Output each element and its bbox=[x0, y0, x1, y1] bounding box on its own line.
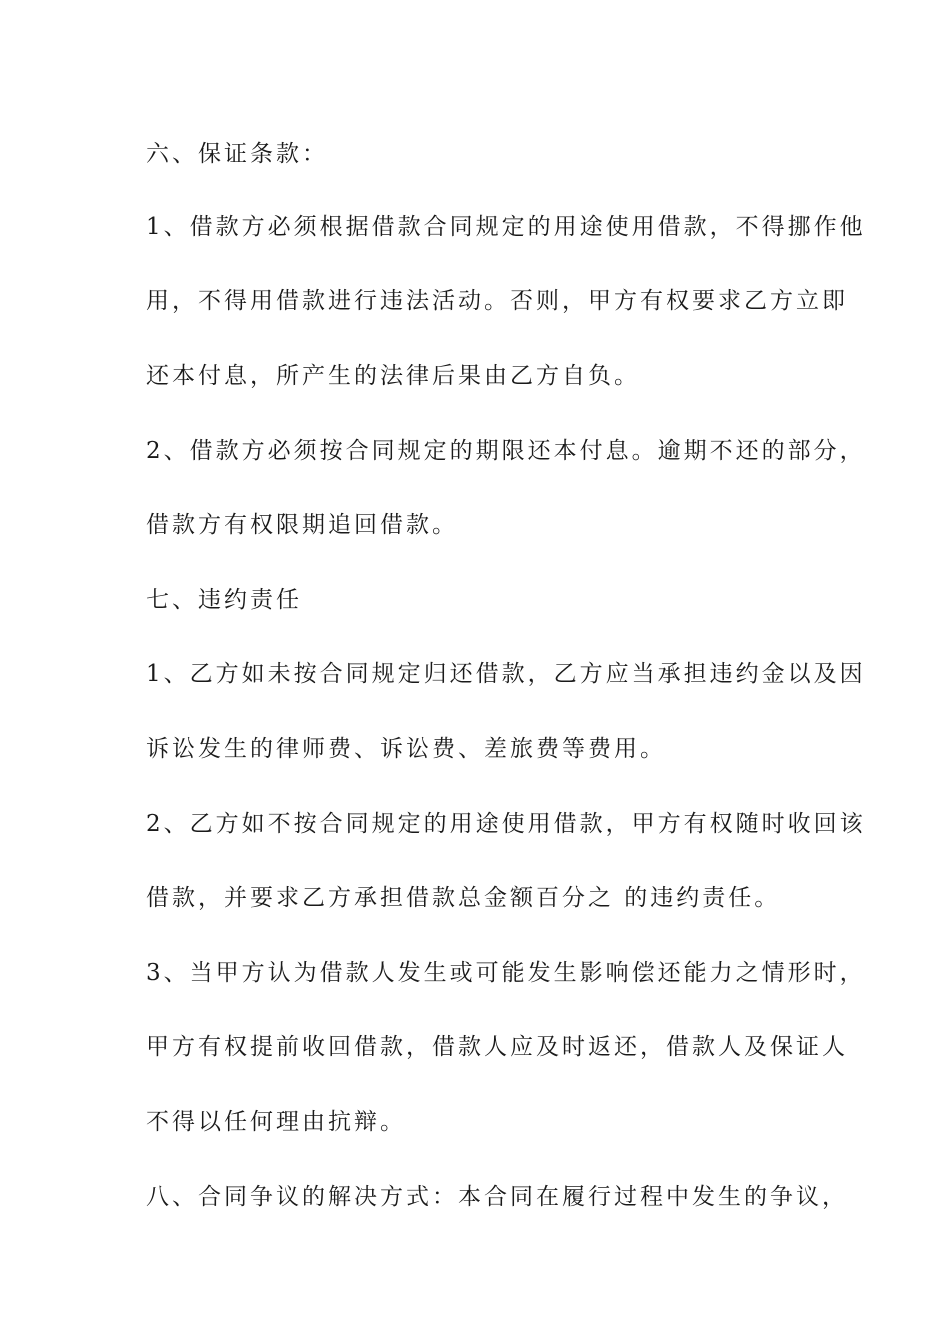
paragraph-line: 1、借款方必须根据借款合同规定的用途使用借款，不得挪作他 bbox=[146, 214, 866, 240]
paragraph-line: 2、借款方必须按合同规定的期限还本付息。逾期不还的部分， bbox=[146, 438, 866, 464]
paragraph-line: 1、乙方如未按合同规定归还借款，乙方应当承担违约金以及因 bbox=[146, 661, 866, 687]
section-heading-guarantee: 六、保证条款： bbox=[146, 141, 328, 167]
paragraph-line: 借款，并要求乙方承担借款总金额百分之 的违约责任。 bbox=[146, 885, 781, 911]
paragraph-line: 不得以任何理由抗辩。 bbox=[146, 1109, 406, 1135]
paragraph-line: 诉讼发生的律师费、诉讼费、差旅费等费用。 bbox=[146, 736, 666, 762]
section-heading-liability: 七、违约责任 bbox=[146, 587, 302, 613]
paragraph-line: 2、乙方如不按合同规定的用途使用借款，甲方有权随时收回该 bbox=[146, 811, 866, 837]
paragraph-line: 借款方有权限期追回借款。 bbox=[146, 512, 458, 538]
paragraph-line: 还本付息，所产生的法律后果由乙方自负。 bbox=[146, 363, 640, 389]
paragraph-line: 用，不得用借款进行违法活动。否则，甲方有权要求乙方立即 bbox=[146, 288, 848, 314]
paragraph-line: 3、当甲方认为借款人发生或可能发生影响偿还能力之情形时， bbox=[146, 960, 866, 986]
section-heading-dispute: 八、合同争议的解决方式：本合同在履行过程中发生的争议， bbox=[146, 1184, 848, 1210]
paragraph-line: 甲方有权提前收回借款，借款人应及时返还，借款人及保证人 bbox=[146, 1034, 848, 1060]
